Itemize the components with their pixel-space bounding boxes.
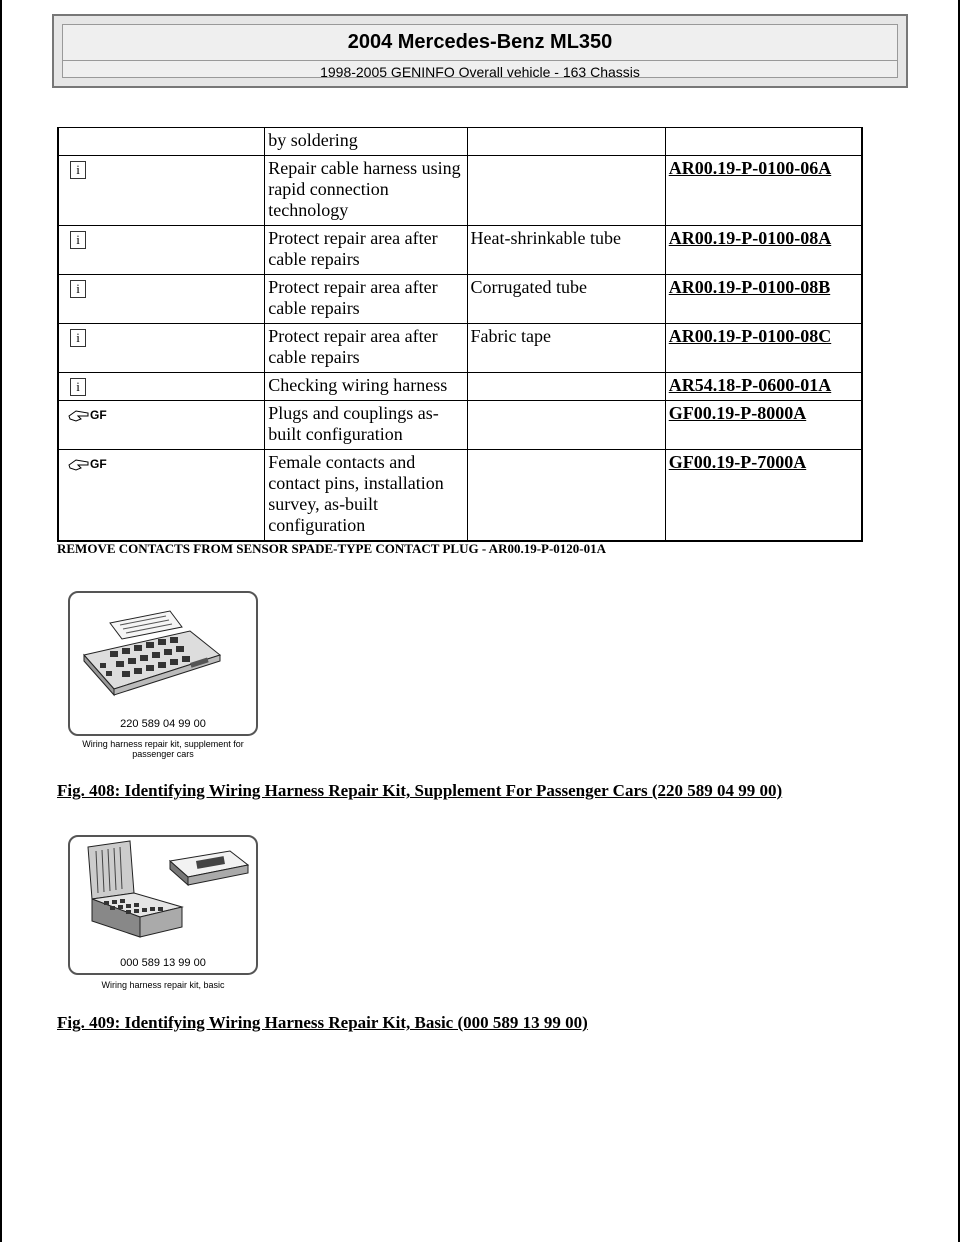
description-cell: by soldering (265, 128, 467, 156)
figure-caption[interactable]: Fig. 408: Identifying Wiring Harness Repair Kit, Supplement For Passenger Cars (220 589 04 99 00) (57, 781, 783, 800)
description-cell: Protect repair area after cable repairs (265, 275, 467, 324)
reference-cell (665, 324, 862, 373)
table-row (58, 128, 862, 156)
document-title: 2004 Mercedes-Benz ML350 (347, 31, 613, 53)
repair-kit-basic-illustration (70, 837, 256, 949)
icon-cell (58, 275, 265, 324)
description-cell: Plugs and couplings as-built configuration (265, 401, 467, 450)
reference-link[interactable]: GF00.19-P-7000A (668, 452, 807, 472)
info-icon[interactable]: i (70, 378, 86, 396)
figure-part-number: 220 589 04 99 00 (120, 718, 206, 730)
info-icon[interactable]: i (70, 161, 86, 179)
figure-repair-kit-basic (68, 835, 258, 975)
info-icon[interactable]: i (70, 329, 86, 347)
table-row (58, 373, 862, 401)
page-border-left (0, 0, 2, 1242)
icon-cell (58, 156, 265, 226)
material-cell (467, 128, 665, 156)
icon-cell (58, 324, 265, 373)
icon-cell (58, 450, 265, 542)
reference-cell (665, 373, 862, 401)
reference-link[interactable]: AR00.19-P-0100-06A (668, 158, 832, 178)
figure-image-caption: Wiring harness repair kit, basic (101, 980, 225, 990)
material-cell (467, 450, 665, 542)
figure-part-number: 000 589 13 99 00 (120, 957, 206, 969)
figure-repair-kit-supplement (68, 591, 258, 736)
table-row (58, 275, 862, 324)
material-cell (467, 156, 665, 226)
reference-link[interactable]: AR54.18-P-0600-01A (668, 375, 832, 395)
reference-cell (665, 450, 862, 542)
table-row (58, 401, 862, 450)
gf-label: GF (90, 408, 107, 422)
material-cell (467, 401, 665, 450)
icon-cell (58, 401, 265, 450)
header-divider (63, 60, 897, 61)
icon-cell (58, 373, 265, 401)
figure-caption[interactable]: Fig. 409: Identifying Wiring Harness Repair Kit, Basic (000 589 13 99 00) (57, 1013, 588, 1032)
info-icon[interactable]: i (70, 280, 86, 298)
material-cell: Heat-shrinkable tube (467, 226, 665, 275)
reference-cell (665, 226, 862, 275)
gf-hand-icon[interactable] (68, 405, 107, 426)
procedure-table (57, 127, 863, 542)
table-row (58, 324, 862, 373)
icon-cell (58, 226, 265, 275)
repair-kit-supplement-illustration (70, 593, 256, 713)
description-cell: Repair cable harness using rapid connection technology (265, 156, 467, 226)
reference-link[interactable]: GF00.19-P-8000A (668, 403, 807, 423)
reference-cell (665, 275, 862, 324)
document-header (52, 14, 908, 88)
gf-label: GF (90, 457, 107, 471)
reference-link[interactable]: AR00.19-P-0100-08A (668, 228, 832, 248)
icon-cell (58, 128, 265, 156)
reference-link[interactable]: AR00.19-P-0100-08B (668, 277, 831, 297)
reference-link[interactable]: AR00.19-P-0100-08C (668, 326, 832, 346)
description-cell: Female contacts and contact pins, installation survey, as-built configuration (265, 450, 467, 542)
table-row (58, 226, 862, 275)
figure-image-caption: Wiring harness repair kit, supplement for passenger cars (82, 739, 244, 759)
description-cell: Protect repair area after cable repairs (265, 324, 467, 373)
table-row (58, 156, 862, 226)
info-icon[interactable]: i (70, 231, 86, 249)
header-panel (62, 24, 898, 78)
table-row (58, 450, 862, 542)
description-cell: Checking wiring harness (265, 373, 467, 401)
reference-cell (665, 401, 862, 450)
document-subtitle: 1998-2005 GENINFO Overall vehicle - 163 Chassis (320, 64, 640, 80)
material-cell: Fabric tape (467, 324, 665, 373)
material-cell: Corrugated tube (467, 275, 665, 324)
section-heading: REMOVE CONTACTS FROM SENSOR SPADE-TYPE CONTACT PLUG - AR00.19-P-0120-01A (57, 541, 607, 556)
material-cell (467, 373, 665, 401)
reference-cell (665, 156, 862, 226)
reference-cell (665, 128, 862, 156)
description-cell: Protect repair area after cable repairs (265, 226, 467, 275)
gf-hand-icon[interactable] (68, 454, 107, 475)
